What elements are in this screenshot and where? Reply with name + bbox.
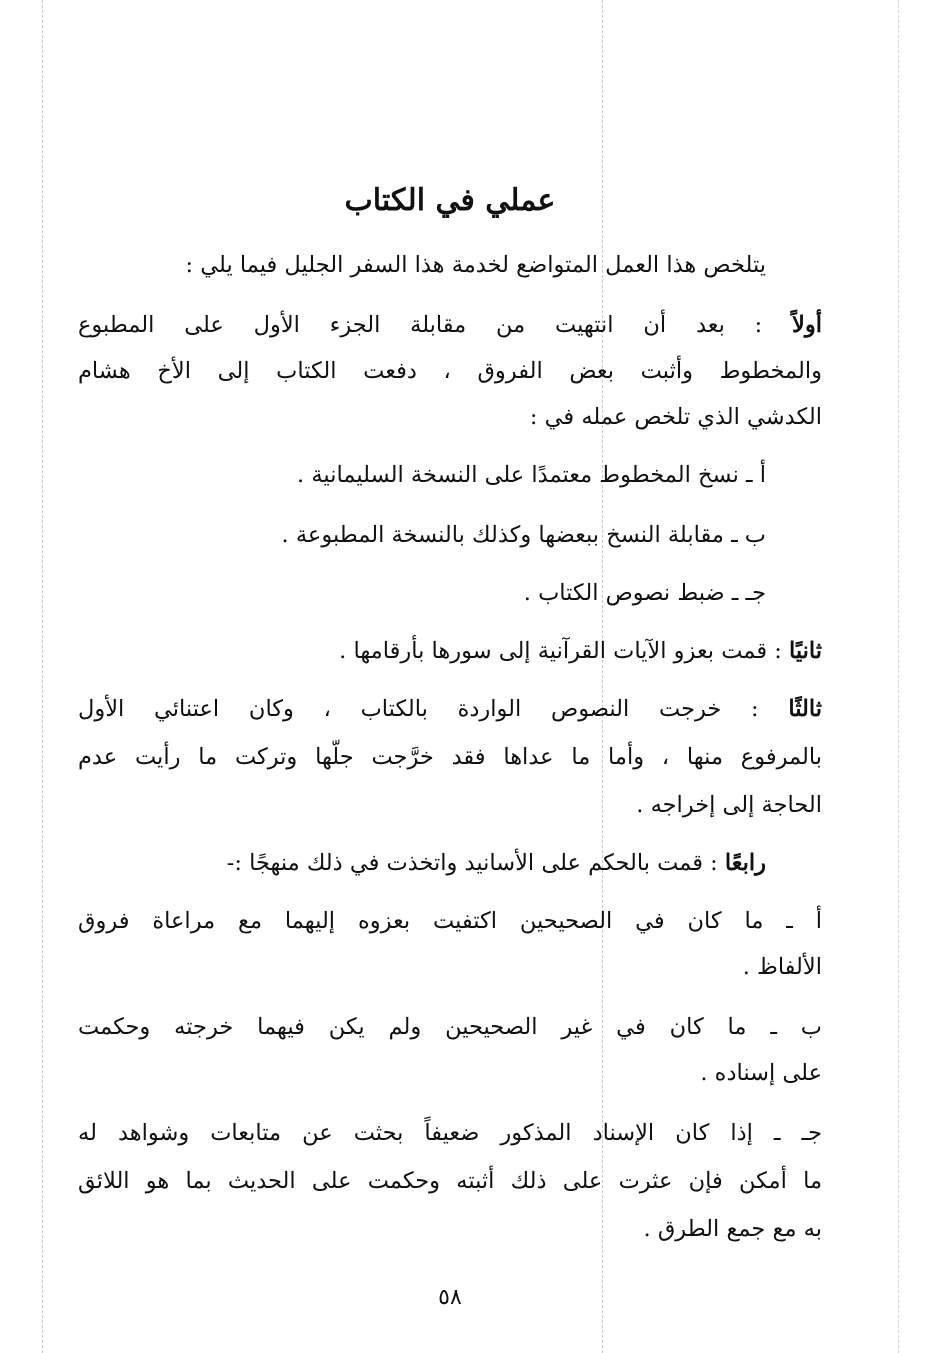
page-number: ٥٨ <box>438 1285 462 1310</box>
fourth-item-c-line-2: ما أمكن فإن عثرت على ذلك أثبته وحكمت على الحديث بما هو اللائق <box>78 1168 822 1194</box>
second-label: ثانيًا <box>788 638 822 664</box>
fourth-item-a-line-2: الألفاظ . <box>742 954 822 980</box>
fourth-item-b-line-2: على إسناده . <box>700 1060 822 1086</box>
fourth-label: رابعًا <box>724 850 766 876</box>
third-line-2: بالمرفوع منها ، وأما ما عداها فقد خرَّجت جلّها وتركت ما رأيت عدم <box>78 744 822 770</box>
first-line-1 <box>78 302 822 348</box>
document-page <box>78 0 822 1353</box>
fourth-line <box>78 840 766 886</box>
fourth-item-b-line-1: ب ـ ما كان في غير الصحيحين ولم يكن فيهما خرجته وحكمت <box>78 1014 822 1040</box>
third-text-1: : خرجت النصوص الواردة بالكتاب ، وكان اعتنائي الأول <box>78 696 789 722</box>
third-line-3: الحاجة إلى إخراجه . <box>636 792 822 818</box>
second-text: : قمت بعزو الآيات القرآنية إلى سورها بأرقامها . <box>339 638 789 664</box>
intro-line: يتلخص هذا العمل المتواضع لخدمة هذا السفر الجليل فيما يلي : <box>185 252 766 278</box>
first-item-b: ب ـ مقابلة النسخ ببعضها وكذلك بالنسخة المطبوعة . <box>281 522 766 548</box>
third-line-1 <box>78 686 822 732</box>
first-label: أولاً <box>792 312 822 338</box>
third-label: ثالثًا <box>788 696 822 722</box>
first-text-1: : بعد أن انتهيت من مقابلة الجزء الأول على المطبوع <box>78 312 793 338</box>
first-item-a: أ ـ نسخ المخطوط معتمدًا على النسخة السليمانية . <box>297 462 766 488</box>
scan-guide-right <box>898 0 899 1353</box>
first-line-2: والمخطوط وأثبت بعض الفروق ، دفعت الكتاب إلى الأخ هشام <box>78 358 822 384</box>
fourth-text: : قمت بالحكم على الأسانيد واتخذت في ذلك منهجًا :- <box>226 850 725 876</box>
fourth-item-c-line-3: به مع جمع الطرق . <box>643 1216 822 1242</box>
scan-guide-left <box>42 0 43 1353</box>
fourth-item-c-line-1: جـ ـ إذا كان الإسناد المذكور ضعيفاً بحثت عن متابعات وشواهد له <box>78 1120 822 1146</box>
page-title: عملي في الكتاب <box>344 183 556 218</box>
second-line <box>78 628 822 674</box>
first-item-c: جـ ـ ضبط نصوص الكتاب . <box>523 580 766 606</box>
fourth-item-a-line-1: أ ـ ما كان في الصحيحين اكتفيت بعزوه إليهما مع مراعاة فروق <box>78 908 822 934</box>
first-line-3: الكدشي الذي تلخص عمله في : <box>529 404 822 430</box>
